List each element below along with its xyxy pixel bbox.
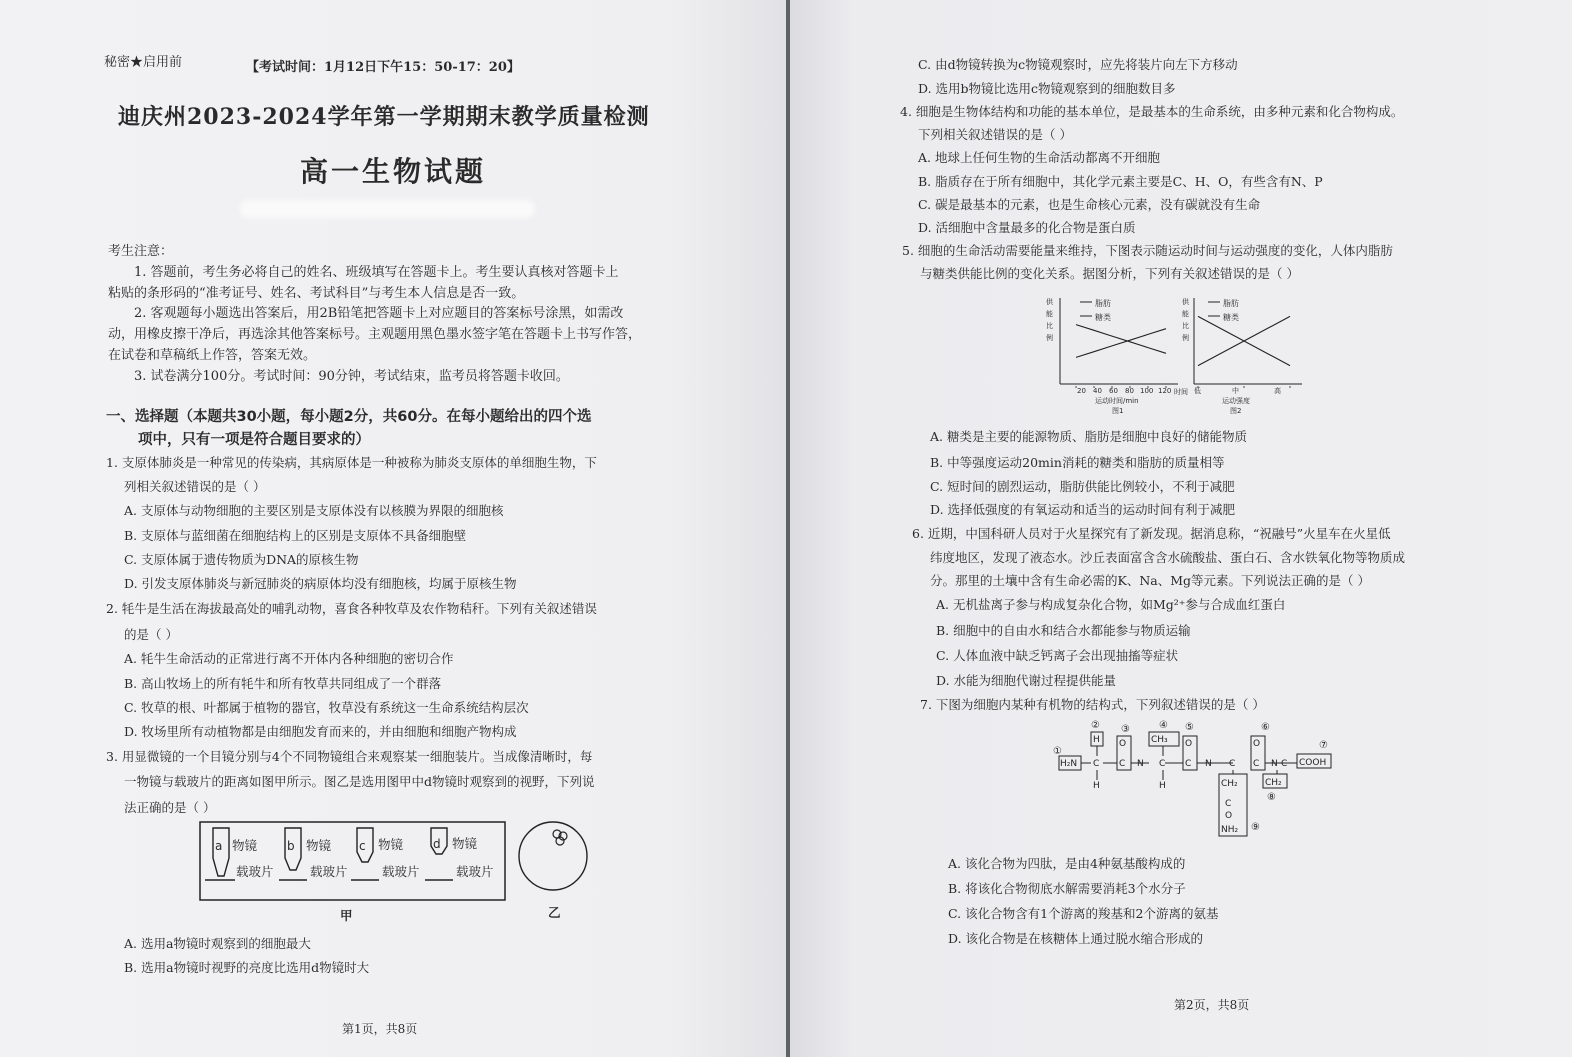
svg-text:C: C [1093,759,1100,769]
svg-text:H: H [1159,781,1166,791]
notice-line: 粘贴的条形码的“准考证号、姓名、考试科目”与考生本人信息是否一致。 [108,286,525,301]
svg-text:⑧: ⑧ [1267,792,1276,803]
slide-label: 载玻片 [382,864,420,879]
redacted-mark [240,200,535,218]
q1-option-a: A. 支原体与动物细胞的主要区别是支原体没有以核膜为界限的细胞核 [124,503,504,518]
chart1-ylabel-2: 能 [1046,310,1053,318]
notice-heading: 考生注意： [108,244,174,259]
q6-option-c: C. 人体血液中缺乏钙离子会出现抽搐等症状 [936,648,1179,663]
svg-text:N: N [1137,759,1144,769]
chart1-tick: 20 [1077,387,1086,395]
q7-option-b: B. 将该化合物彻底水解需要消耗3个水分子 [948,881,1186,896]
figure-jia-frame [200,822,505,900]
chart2-tick: 高 [1274,387,1281,395]
objective-lens-a [205,828,235,880]
chart1-title: 图1 [1112,407,1124,415]
q2-stem: 的是（ ） [124,627,178,642]
chart1-tick: 80 [1125,387,1134,395]
svg-text:C: C [1159,759,1166,769]
chart2-ylabel-1: 供 [1182,298,1189,306]
q2-stem: 2. 牦牛是生活在海拔最高处的哺乳动物，喜食各种牧草及农作物秸秆。下列有关叙述错误 [106,601,597,616]
lens-letter-a: a [215,839,223,853]
notice-line: 1. 答题前，考生务必将自己的姓名、班级填写在答题卡上。考生要认真核对答题卡上 [134,265,619,280]
svg-text:H: H [1093,781,1100,791]
svg-text:C: C [1229,759,1236,769]
chart1-ylabel-1: 供 [1046,298,1053,306]
q2-option-d: D. 牧场里所有动植物都是由细胞发育而来的，并由细胞和细胞产物构成 [124,724,517,739]
exam-subtitle: 高一生物试题 [300,155,487,188]
exam-page-2 [790,0,1572,1057]
chart2-tick: 低 [1194,387,1201,395]
chart1-series-line-sugar [1076,325,1166,354]
q6-option-a: A. 无机盐离子参与构成复杂化合物，如Mg²⁺参与合成血红蛋白 [936,597,1286,612]
svg-text:C: C [1281,759,1288,769]
svg-text:⑤: ⑤ [1185,722,1194,733]
svg-text:④: ④ [1159,720,1168,731]
page-footer: 第1页，共8页 [342,1022,418,1036]
lens-letter-d: d [433,837,441,851]
svg-text:C: C [1253,759,1260,769]
svg-text:C: C [1185,759,1192,769]
chart1-legend-fat: 脂肪 [1095,299,1111,308]
chart1-legend-sugar: 糖类 [1095,313,1111,322]
svg-text:⑨: ⑨ [1251,822,1260,833]
chart1-xlabel: 运动时间/min [1095,397,1139,405]
q5-option-c: C. 短时间的剧烈运动，脂肪供能比例较小，不利于减肥 [930,479,1235,494]
q5-stem: 与糖类供能比例的变化关系。据图分析，下列有关叙述错误的是（ ） [920,266,1299,281]
q5-option-d: D. 选择低强度的有氧运动和适当的运动时间有利于减肥 [930,502,1236,517]
chart2-tick: 中 [1232,387,1239,395]
q1-option-c: C. 支原体属于遗传物质为DNA的原核生物 [124,552,359,567]
q4-stem: 下列相关叙述错误的是（ ） [918,127,1072,142]
lens-label: 物镜 [232,838,258,853]
chart1-series-line-fat [1076,329,1166,358]
chart1-tick: 100 [1140,387,1154,395]
svg-text:⑥: ⑥ [1261,722,1270,733]
q3-stem: 法正确的是（ ） [124,800,216,815]
svg-text:CH₃: CH₃ [1151,735,1168,745]
q5-stem: 5. 细胞的生命活动需要能量来维持，下图表示随运动时间与运动强度的变化，人体内脂肪 [902,243,1393,258]
lens-letter-b: b [287,839,295,853]
chart2-legend-sugar: 糖类 [1223,313,1239,322]
chart2-title: 图2 [1230,407,1242,415]
chart2-xlabel: 运动强度 [1222,397,1250,405]
section-heading-cont: 项中，只有一项是符合题目要求的） [138,432,370,448]
chart1-tick: 120 [1158,387,1172,395]
objective-lens-b [279,828,307,880]
exam-title: 迪庆州2023-2024学年第一学期期末教学质量检测 [118,104,650,130]
q2-option-a: A. 牦牛生命活动的正常进行离不开体内各种细胞的密切合作 [124,651,454,666]
q6-option-d: D. 水能为细胞代谢过程提供能量 [936,673,1117,688]
page-footer: 第2页，共8页 [1174,998,1250,1012]
slide-label: 载玻片 [310,864,348,879]
q7-option-c: C. 该化合物含有1个游离的羧基和2个游离的氨基 [948,906,1219,921]
svg-text:①: ① [1053,746,1062,757]
lens-label: 物镜 [378,837,404,852]
chart2-ylabel-4: 例 [1182,334,1189,342]
q1-stem: 1. 支原体肺炎是一种常见的传染病，其病原体是一种被称为肺炎支原体的单细胞生物，下 [106,455,597,470]
q1-option-b: B. 支原体与蓝细菌在细胞结构上的区别是支原体不具备细胞壁 [124,528,467,543]
figure-caption-yi: 乙 [548,905,561,920]
svg-text:CH₂: CH₂ [1221,779,1238,789]
svg-text:O: O [1253,739,1261,749]
svg-text:NH₂: NH₂ [1221,825,1239,835]
lens-letter-c: c [359,839,366,853]
q3-option-b: B. 选用a物镜时视野的亮度比选用d物镜时大 [124,960,370,975]
notice-line: 在试卷和草稿纸上作答，答案无效。 [108,348,317,363]
q2-option-c: C. 牧草的根、叶都属于植物的器官，牧草没有系统这一生命系统结构层次 [124,700,529,715]
chart2-ylabel-2: 能 [1182,310,1189,318]
slide-label: 载玻片 [456,864,494,879]
lens-label: 物镜 [452,836,478,851]
svg-text:O: O [1119,739,1127,749]
q1-option-d: D. 引发支原体肺炎与新冠肺炎的病原体均没有细胞核，均属于原核生物 [124,576,517,591]
notice-line: 3. 试卷满分100分。考试时间：90分钟，考试结束，监考员将答题卡收回。 [134,369,569,384]
svg-text:H₂N: H₂N [1060,759,1078,769]
chart1-tick: 60 [1109,387,1118,395]
objective-lens-c [351,828,379,880]
peptide-structure [1055,718,1365,843]
q3-stem: 一物镜与载玻片的距离如图甲所示。图乙是选用图甲中d物镜时观察到的视野，下列说 [124,774,595,789]
chart1-x-unit: 时间 [1174,388,1188,396]
q5-option-a: A. 糖类是主要的能源物质、脂肪是细胞中良好的储能物质 [930,429,1247,444]
q7-option-d: D. 该化合物是在核糖体上通过脱水缩合形成的 [948,931,1204,946]
svg-text:H: H [1093,735,1100,745]
slide-label: 载玻片 [236,864,274,879]
q4-option-a: A. 地球上任何生物的生命活动都离不开细胞 [918,150,1160,165]
q2-option-b: B. 高山牧场上的所有牦牛和所有牧草共同组成了一个群落 [124,676,442,691]
exam-time: 【考试时间：1月12日下午15：50-17：20】 [246,60,520,75]
figure-caption-jia: 甲 [340,908,353,923]
section-heading: 一、选择题（本题共30小题，每小题2分，共60分。在每小题给出的四个选 [106,409,592,425]
q6-option-b: B. 细胞中的自由水和结合水都能参与物质运输 [936,623,1191,638]
q4-option-b: B. 脂质存在于所有细胞中，其化学元素主要是C、H、O，有些含有N、P [918,174,1323,189]
lens-label: 物镜 [306,838,332,853]
svg-text:②: ② [1091,720,1100,731]
chart1-ylabel-4: 例 [1046,334,1053,342]
svg-text:O: O [1185,739,1193,749]
chart1-tick: 40 [1093,387,1102,395]
secret-label: 秘密★启用前 [104,55,183,70]
chart1-ylabel-3: 比 [1046,322,1053,330]
svg-text:C: C [1119,759,1126,769]
svg-text:COOH: COOH [1299,758,1327,768]
q4-option-c: C. 碳是最基本的元素，也是生命核心元素，没有碳就没有生命 [918,197,1261,212]
q3-stem: 3. 用显微镜的一个目镜分别与4个不同物镜组合来观察某一细胞装片。当成像清晰时，每 [106,749,593,764]
q6-stem: 纬度地区，发现了液态水。沙丘表面富含含水硫酸盐、蛋白石、含水铁氧化物等物质成 [930,550,1406,565]
q4-stem: 4. 细胞是生物体结构和功能的基本单位，是最基本的生命系统，由多种元素和化合物构成。 [900,104,1404,119]
q6-stem: 6. 近期，中国科研人员对于火星探究有了新发现。据消息称，“祝融号”火星车在火星低 [912,526,1391,541]
chart2-legend-fat: 脂肪 [1223,299,1239,308]
svg-text:C: C [1225,799,1232,809]
svg-text:N: N [1271,759,1278,769]
q7-option-a: A. 该化合物为四肽，是由4种氨基酸构成的 [948,856,1186,871]
q4-option-d: D. 活细胞中含量最多的化合物是蛋白质 [918,220,1136,235]
q5-option-b: B. 中等强度运动20min消耗的糖类和脂肪的质量相等 [930,455,1225,470]
q3-option-a: A. 选用a物镜时观察到的细胞最大 [124,936,311,951]
chart2-ylabel-3: 比 [1182,322,1189,330]
q6-stem: 分。那里的土壤中含有生命必需的K、Na、Mg等元素。下列说法正确的是（ ） [930,573,1371,588]
svg-text:⑦: ⑦ [1319,740,1328,751]
svg-text:CH₂: CH₂ [1265,778,1282,788]
q1-stem: 列相关叙述错误的是（ ） [124,479,266,494]
q7-stem: 7. 下图为细胞内某种有机物的结构式，下列叙述错误的是（ ） [920,697,1265,712]
svg-text:③: ③ [1121,724,1130,735]
svg-text:O: O [1225,811,1233,821]
svg-text:N: N [1205,759,1212,769]
notice-line: 动，用橡皮擦干净后，再选涂其他答案标号。主观题用黑色墨水签字笔在答题卡上书写作答， [108,327,642,342]
q3-option-d: D. 选用b物镜比选用c物镜观察到的细胞数目多 [918,81,1176,96]
notice-line: 2. 客观题每小题选出答案后，用2B铅笔把答题卡上对应题目的答案标号涂黑，如需改 [134,306,624,321]
q3-option-c: C. 由d物镜转换为c物镜观察时，应先将装片向左下方移动 [918,57,1238,72]
cell-cluster [553,830,567,845]
